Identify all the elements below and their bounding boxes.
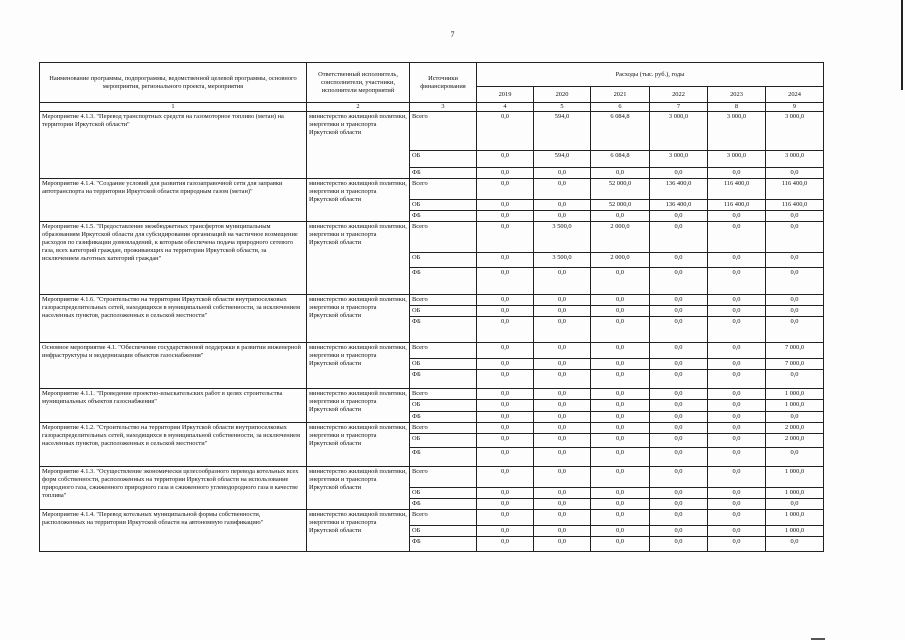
funding-source: Всего <box>410 389 477 400</box>
expense-value: 0,0 <box>534 434 591 448</box>
funding-source: Всего <box>410 423 477 434</box>
column-number: 5 <box>534 103 591 112</box>
column-number-row <box>40 103 824 112</box>
activity-row <box>40 222 824 253</box>
column-number: 4 <box>477 103 534 112</box>
expense-value: 0,0 <box>534 510 591 526</box>
expense-value: 6 084,8 <box>591 112 650 151</box>
funding-source: ФБ <box>410 268 477 295</box>
expense-value: 2 000,0 <box>591 253 650 268</box>
expense-value: 7 000,0 <box>766 343 824 359</box>
expense-value: 0,0 <box>534 306 591 317</box>
expense-value: 52 000,0 <box>591 179 650 200</box>
expense-value: 0,0 <box>650 537 708 552</box>
expense-value: 0,0 <box>534 200 591 211</box>
expense-value: 0,0 <box>708 537 766 552</box>
expense-value: 2 000,0 <box>766 434 824 448</box>
expense-value: 0,0 <box>477 510 534 526</box>
expense-value: 0,0 <box>534 499 591 510</box>
funding-source: Всего <box>410 222 477 253</box>
expense-value: 0,0 <box>650 222 708 253</box>
expense-value: 3 000,0 <box>766 112 824 151</box>
expense-value: 0,0 <box>650 412 708 423</box>
expense-value: 3 000,0 <box>650 112 708 151</box>
funding-source: ОБ <box>410 200 477 211</box>
expense-value: 0,0 <box>477 389 534 400</box>
activity-executor: министерство жилищной политики, энергетики и транспорта Иркутской области <box>307 295 410 343</box>
expense-value: 0,0 <box>650 306 708 317</box>
expense-value: 3 000,0 <box>766 151 824 168</box>
expense-value: 0,0 <box>591 389 650 400</box>
expense-value: 0,0 <box>591 526 650 537</box>
funding-source: Всего <box>410 343 477 359</box>
expense-value: 0,0 <box>650 499 708 510</box>
expense-value: 116 400,0 <box>708 200 766 211</box>
activity-name: Мероприятие 4.1.4. "Перевод котельных муниципальной формы собственности, расположенных на территории Иркутской области на автономную газификацию" <box>40 510 307 552</box>
expense-value: 0,0 <box>477 370 534 389</box>
expense-value: 594,0 <box>534 112 591 151</box>
expense-value: 0,0 <box>591 211 650 222</box>
funding-source: ФБ <box>410 317 477 343</box>
expense-value: 1 000,0 <box>766 510 824 526</box>
expense-value: 0,0 <box>766 253 824 268</box>
expense-value: 0,0 <box>708 253 766 268</box>
expense-value: 0,0 <box>766 499 824 510</box>
expense-value: 0,0 <box>708 526 766 537</box>
expense-value: 0,0 <box>650 253 708 268</box>
funding-source: ОБ <box>410 434 477 448</box>
funding-source: ОБ <box>410 151 477 168</box>
activity-executor: министерство жилищной политики, энергетики и транспорта Иркутской области <box>307 467 410 510</box>
expense-value: 0,0 <box>534 488 591 499</box>
expense-value: 0,0 <box>708 499 766 510</box>
expense-value: 0,0 <box>477 343 534 359</box>
expense-value: 0,0 <box>534 179 591 200</box>
funding-source: ФБ <box>410 499 477 510</box>
funding-source: ФБ <box>410 412 477 423</box>
funding-source: ФБ <box>410 168 477 179</box>
funding-source: ОБ <box>410 526 477 537</box>
expense-value: 0,0 <box>477 253 534 268</box>
expense-value: 0,0 <box>477 499 534 510</box>
expense-value: 0,0 <box>766 168 824 179</box>
expense-value: 0,0 <box>708 467 766 488</box>
expense-value: 0,0 <box>766 211 824 222</box>
activity-row <box>40 179 824 200</box>
expense-value: 0,0 <box>534 343 591 359</box>
expense-value: 0,0 <box>477 412 534 423</box>
expense-value: 0,0 <box>477 317 534 343</box>
expense-value: 0,0 <box>708 295 766 306</box>
expense-value: 0,0 <box>766 295 824 306</box>
expense-value: 0,0 <box>766 317 824 343</box>
activity-row <box>40 423 824 434</box>
expense-value: 3 000,0 <box>650 151 708 168</box>
expense-value: 0,0 <box>650 295 708 306</box>
expense-value: 0,0 <box>650 400 708 412</box>
expense-value: 1 000,0 <box>766 488 824 499</box>
expense-value: 0,0 <box>708 343 766 359</box>
column-number: 9 <box>766 103 824 112</box>
scan-edge-mark <box>901 0 903 90</box>
expense-value: 1 000,0 <box>766 526 824 537</box>
expense-value: 1 000,0 <box>766 467 824 488</box>
expense-value: 0,0 <box>477 400 534 412</box>
funding-source: ОБ <box>410 306 477 317</box>
expense-value: 3 500,0 <box>534 253 591 268</box>
expense-value: 594,0 <box>534 151 591 168</box>
expense-value: 0,0 <box>534 423 591 434</box>
expense-value: 0,0 <box>477 306 534 317</box>
page-number: 7 <box>450 30 455 39</box>
activity-executor: министерство жилищной политики, энергетики и транспорта Иркутской области <box>307 423 410 467</box>
funding-source: Всего <box>410 467 477 488</box>
expense-value: 0,0 <box>534 317 591 343</box>
activity-name: Основное мероприятие 4.1. "Обеспечение государственной поддержки в развитии инженерной инфраструктуры и модернизации объектов газоснабжения" <box>40 343 307 389</box>
expense-value: 0,0 <box>766 222 824 253</box>
funding-source: ОБ <box>410 488 477 499</box>
expense-value: 0,0 <box>708 434 766 448</box>
expense-value: 0,0 <box>591 488 650 499</box>
expense-value: 0,0 <box>650 423 708 434</box>
header-year: 2023 <box>708 87 766 103</box>
activity-row <box>40 295 824 306</box>
activity-name: Мероприятие 4.1.6. "Строительство на территории Иркутской области внутрипоселковых газораспределительных сетей, находящихся в муниципальной собственности, за исключением населенных пунктов, расположенных в сельской местности" <box>40 295 307 343</box>
activity-name: Мероприятие 4.1.4. "Создание условий для развития газозаправочной сети для заправки автотранспорта на территории Иркутской области природным газом (метан)" <box>40 179 307 222</box>
expense-value: 0,0 <box>477 423 534 434</box>
expense-value: 0,0 <box>477 168 534 179</box>
expense-value: 0,0 <box>708 268 766 295</box>
expense-value: 0,0 <box>650 510 708 526</box>
expense-value: 0,0 <box>534 467 591 488</box>
expense-value: 0,0 <box>708 317 766 343</box>
header-year: 2022 <box>650 87 708 103</box>
expense-value: 0,0 <box>591 400 650 412</box>
header-year: 2019 <box>477 87 534 103</box>
funding-source: ФБ <box>410 448 477 467</box>
expense-value: 0,0 <box>477 211 534 222</box>
column-number: 3 <box>410 103 477 112</box>
expense-value: 0,0 <box>477 179 534 200</box>
expense-value: 0,0 <box>591 510 650 526</box>
expense-value: 0,0 <box>477 268 534 295</box>
activity-executor: министерство жилищной политики, энергетики и транспорта Иркутской области <box>307 222 410 295</box>
activity-row <box>40 112 824 151</box>
expense-value: 0,0 <box>591 317 650 343</box>
expense-value: 0,0 <box>591 268 650 295</box>
expense-value: 0,0 <box>650 359 708 370</box>
header-year: 2020 <box>534 87 591 103</box>
expense-value: 0,0 <box>708 211 766 222</box>
activity-row <box>40 389 824 400</box>
expense-value: 0,0 <box>650 389 708 400</box>
funding-source: ОБ <box>410 253 477 268</box>
expense-value: 0,0 <box>591 343 650 359</box>
expense-value: 0,0 <box>477 526 534 537</box>
expense-value: 0,0 <box>650 343 708 359</box>
expenses-table <box>39 62 824 552</box>
expense-value: 0,0 <box>534 412 591 423</box>
expense-value: 0,0 <box>591 370 650 389</box>
expense-value: 0,0 <box>477 222 534 253</box>
expense-value: 0,0 <box>591 448 650 467</box>
header-program: Наименование программы, подпрограммы, ведомственной целевой программы, основного мероприятия, регионального проекта, мероприятия <box>40 63 307 103</box>
expense-value: 0,0 <box>650 488 708 499</box>
funding-source: ФБ <box>410 211 477 222</box>
funding-source: ОБ <box>410 359 477 370</box>
expense-value: 0,0 <box>708 488 766 499</box>
expense-value: 0,0 <box>477 467 534 488</box>
expense-value: 0,0 <box>477 488 534 499</box>
column-number: 8 <box>708 103 766 112</box>
expense-value: 0,0 <box>591 306 650 317</box>
header-executor: Ответственный исполнитель, соисполнители, участники, исполнители мероприятий <box>307 63 410 103</box>
activity-row <box>40 510 824 526</box>
header-sources: Источники финансирования <box>410 63 477 103</box>
expense-value: 0,0 <box>766 448 824 467</box>
expense-value: 0,0 <box>534 448 591 467</box>
expense-value: 0,0 <box>650 434 708 448</box>
expense-value: 1 000,0 <box>766 389 824 400</box>
expense-value: 0,0 <box>534 168 591 179</box>
expense-value: 3 000,0 <box>708 112 766 151</box>
expense-value: 136 400,0 <box>650 200 708 211</box>
expense-value: 0,0 <box>477 434 534 448</box>
funding-source: Всего <box>410 295 477 306</box>
expense-value: 0,0 <box>708 168 766 179</box>
expense-value: 0,0 <box>766 268 824 295</box>
expense-value: 0,0 <box>477 359 534 370</box>
expense-value: 136 400,0 <box>650 179 708 200</box>
expense-value: 0,0 <box>534 389 591 400</box>
expense-value: 0,0 <box>650 448 708 467</box>
activity-name: Мероприятие 4.1.3. "Перевод транспортных средств на газомоторное топливо (метан) на территории Иркутской области" <box>40 112 307 179</box>
activity-name: Мероприятие 4.1.2. "Строительство на территории Иркутской области внутрипоселковых газораспределительных сетей, находящихся в муниципальной собственности, за исключением населенных пунктов, расположенных в сельской местности" <box>40 423 307 467</box>
expense-value: 116 400,0 <box>766 179 824 200</box>
expense-value: 0,0 <box>591 499 650 510</box>
expense-value: 0,0 <box>708 423 766 434</box>
header-year: 2021 <box>591 87 650 103</box>
funding-source: Всего <box>410 510 477 526</box>
column-number: 2 <box>307 103 410 112</box>
expense-value: 0,0 <box>708 448 766 467</box>
expense-value: 0,0 <box>650 168 708 179</box>
expense-value: 6 084,8 <box>591 151 650 168</box>
header-year: 2024 <box>766 87 824 103</box>
expense-value: 52 000,0 <box>591 200 650 211</box>
activity-executor: министерство жилищной политики, энергетики и транспорта Иркутской области <box>307 389 410 423</box>
activity-executor: министерство жилищной политики, энергетики и транспорта Иркутской области <box>307 510 410 552</box>
expense-value: 3 000,0 <box>708 151 766 168</box>
expense-value: 0,0 <box>708 389 766 400</box>
expense-value: 0,0 <box>534 537 591 552</box>
expense-value: 0,0 <box>477 200 534 211</box>
expense-value: 0,0 <box>477 112 534 151</box>
expense-value: 0,0 <box>534 268 591 295</box>
funding-source: ОБ <box>410 400 477 412</box>
column-number: 6 <box>591 103 650 112</box>
expense-value: 0,0 <box>708 412 766 423</box>
expense-value: 0,0 <box>591 467 650 488</box>
funding-source: Всего <box>410 179 477 200</box>
expense-value: 0,0 <box>477 537 534 552</box>
expense-value: 0,0 <box>766 306 824 317</box>
expense-value: 0,0 <box>591 537 650 552</box>
expense-value: 0,0 <box>591 434 650 448</box>
activity-name: Мероприятие 4.1.5. "Предоставление межбюджетных трансфертов муниципальным образованиям Иркутской области для субсидирования организаций на частичное возмещение расходов по газификации домовладений, к которым обеспечена подача природного сетевого газа, всех категорий граждан, проживающих на территории Иркутской области, за исключением льготных категорий граждан" <box>40 222 307 295</box>
column-number: 1 <box>40 103 307 112</box>
expense-value: 0,0 <box>534 370 591 389</box>
expense-value: 7 000,0 <box>766 359 824 370</box>
expense-value: 116 400,0 <box>766 200 824 211</box>
expense-value: 0,0 <box>591 295 650 306</box>
expense-value: 0,0 <box>534 359 591 370</box>
expense-value: 0,0 <box>650 211 708 222</box>
expense-value: 0,0 <box>591 412 650 423</box>
activity-row <box>40 467 824 488</box>
activity-row <box>40 343 824 359</box>
expense-value: 0,0 <box>477 448 534 467</box>
expense-value: 0,0 <box>534 400 591 412</box>
expense-value: 0,0 <box>650 467 708 488</box>
expense-value: 2 000,0 <box>591 222 650 253</box>
expense-value: 0,0 <box>534 295 591 306</box>
activity-executor: министерство жилищной политики, энергетики и транспорта Иркутской области <box>307 112 410 179</box>
funding-source: ФБ <box>410 370 477 389</box>
expense-value: 0,0 <box>650 268 708 295</box>
expense-value: 0,0 <box>591 423 650 434</box>
expense-value: 0,0 <box>650 370 708 389</box>
expense-value: 0,0 <box>708 222 766 253</box>
expense-value: 1 000,0 <box>766 400 824 412</box>
expense-value: 0,0 <box>591 168 650 179</box>
expense-value: 0,0 <box>708 306 766 317</box>
expense-value: 0,0 <box>708 510 766 526</box>
expense-value: 0,0 <box>477 295 534 306</box>
expense-value: 0,0 <box>591 359 650 370</box>
expense-value: 0,0 <box>650 526 708 537</box>
header-expenses: Расходы (тыс. руб.), годы <box>477 63 824 87</box>
expense-value: 0,0 <box>766 412 824 423</box>
expense-value: 0,0 <box>766 370 824 389</box>
expense-value: 0,0 <box>534 211 591 222</box>
expense-value: 0,0 <box>708 370 766 389</box>
funding-source: Всего <box>410 112 477 151</box>
expense-value: 0,0 <box>708 400 766 412</box>
activity-executor: министерство жилищной политики, энергетики и транспорта Иркутской области <box>307 343 410 389</box>
expense-value: 2 000,0 <box>766 423 824 434</box>
expense-value: 116 400,0 <box>708 179 766 200</box>
expense-value: 0,0 <box>534 526 591 537</box>
funding-source: ФБ <box>410 537 477 552</box>
expense-value: 3 500,0 <box>534 222 591 253</box>
expense-value: 0,0 <box>650 317 708 343</box>
activity-name: Мероприятие 4.1.3. "Осуществление экономически целесообразного перевода котельных всех форм собственности, расположенных на территории Иркутской области на использование природного газа, сжиженного природного газа и сжиженного углеводородного газа в качестве топлива" <box>40 467 307 510</box>
activity-name: Мероприятие 4.1.1. "Проведение проектно-изыскательских работ в целях строительства муниципальных объектов газоснабжения" <box>40 389 307 423</box>
activity-executor: министерство жилищной политики, энергетики и транспорта Иркутской области <box>307 179 410 222</box>
expense-value: 0,0 <box>477 151 534 168</box>
expense-value: 0,0 <box>708 359 766 370</box>
expense-value: 0,0 <box>766 537 824 552</box>
column-number: 7 <box>650 103 708 112</box>
activities-body <box>40 112 824 552</box>
